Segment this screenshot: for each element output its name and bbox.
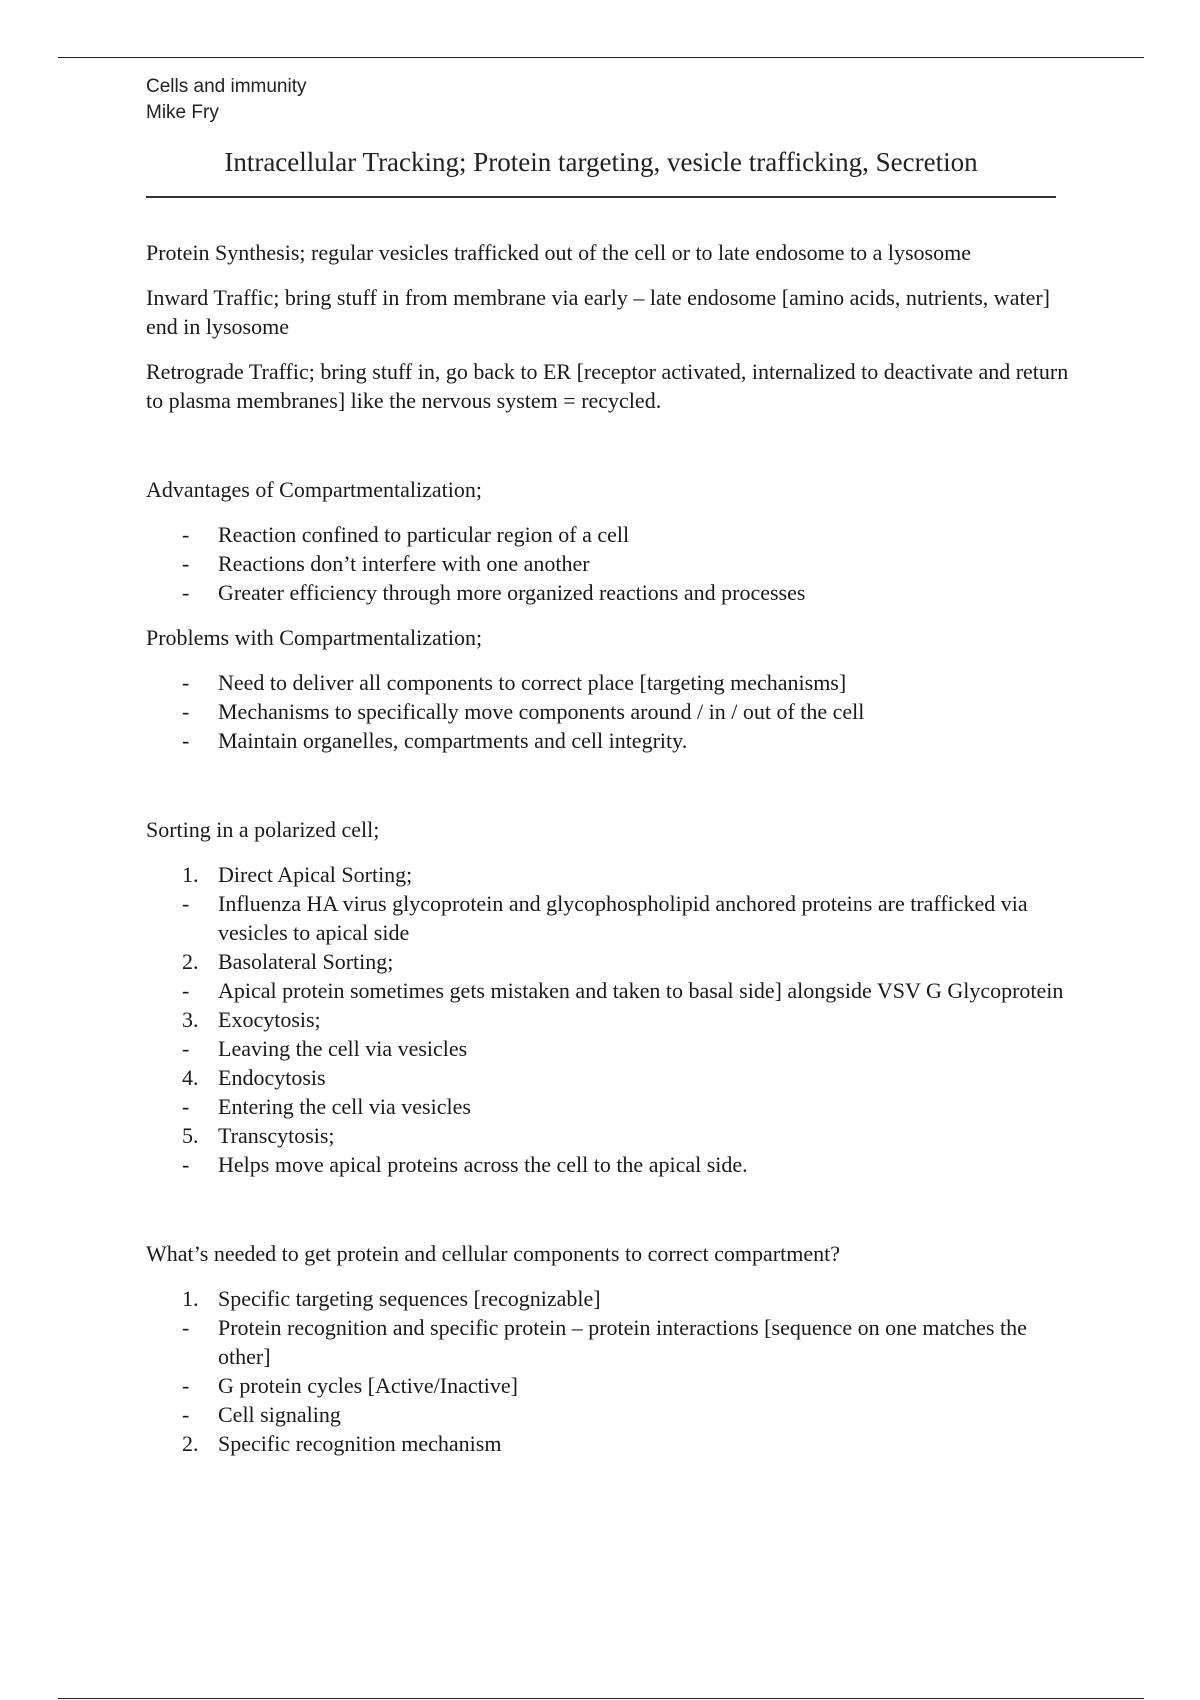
author-name: Mike Fry — [146, 102, 219, 123]
paragraph-inward-traffic: Inward Traffic; bring stuff in from membrane via early – late endosome [amino acids, nutrients, water] end in lysosome — [146, 285, 1050, 339]
title-underline — [146, 196, 1056, 198]
document-header — [146, 74, 307, 126]
course-name: Cells and immunity — [146, 76, 307, 97]
list-item: - Helps move apical proteins across the cell to the apical side. — [182, 1152, 748, 1177]
list-item: 5. Transcytosis; — [182, 1123, 335, 1148]
list-item: - Maintain organelles, compartments and cell integrity. — [182, 728, 688, 753]
list-item: 1. Direct Apical Sorting; — [182, 862, 413, 887]
paragraph-retrograde-traffic: Retrograde Traffic; bring stuff in, go back to ER [receptor activated, internalized to deactivate and return to plasma membranes] like the nervous system = recycled. — [146, 359, 1069, 413]
list-item: - Reactions don’t interfere with one another — [182, 551, 590, 576]
paragraph-protein-synthesis: Protein Synthesis; regular vesicles trafficked out of the cell or to late endosome to a lysosome — [146, 240, 971, 265]
document-title: Intracellular Tracking; Protein targeting, vesicle trafficking, Secretion — [224, 147, 978, 177]
problems-heading: Problems with Compartmentalization; — [146, 625, 483, 650]
page-top-rule — [58, 57, 1144, 58]
list-item: 3. Exocytosis; — [182, 1007, 321, 1032]
sorting-list — [146, 860, 1076, 1179]
list-item: 1. Specific targeting sequences [recognizable] — [182, 1286, 601, 1311]
sorting-heading: Sorting in a polarized cell; — [146, 817, 380, 842]
problems-list — [146, 668, 1076, 755]
list-item: - Protein recognition and specific protein – protein interactions [sequence on one matches the other] — [182, 1315, 1027, 1369]
advantages-heading: Advantages of Compartmentalization; — [146, 477, 483, 502]
list-item: - Influenza HA virus glycoprotein and glycophospholipid anchored proteins are trafficked via vesicles to apical side — [182, 891, 1028, 945]
list-item: - Apical protein sometimes gets mistaken and taken to basal side] alongside VSV G Glycoprotein — [182, 978, 1064, 1003]
list-item: 2. Basolateral Sorting; — [182, 949, 394, 974]
list-item: - G protein cycles [Active/Inactive] — [182, 1373, 518, 1398]
needed-heading: What’s needed to get protein and cellular components to correct compartment? — [146, 1241, 840, 1266]
list-item: - Reaction confined to particular region of a cell — [182, 522, 630, 547]
page-bottom-rule — [58, 1698, 1144, 1699]
document-body — [146, 238, 1076, 1474]
list-item: - Need to deliver all components to correct place [targeting mechanisms] — [182, 670, 847, 695]
list-item: - Greater efficiency through more organized reactions and processes — [182, 580, 806, 605]
list-item: - Leaving the cell via vesicles — [182, 1036, 468, 1061]
advantages-list — [146, 520, 1076, 607]
list-item: - Mechanisms to specifically move components around / in / out of the cell — [182, 699, 865, 724]
list-item: - Entering the cell via vesicles — [182, 1094, 471, 1119]
list-item: 2. Specific recognition mechanism — [182, 1431, 502, 1456]
list-item: - Cell signaling — [182, 1402, 341, 1427]
list-item: 4. Endocytosis — [182, 1065, 326, 1090]
needed-list — [146, 1284, 1076, 1458]
